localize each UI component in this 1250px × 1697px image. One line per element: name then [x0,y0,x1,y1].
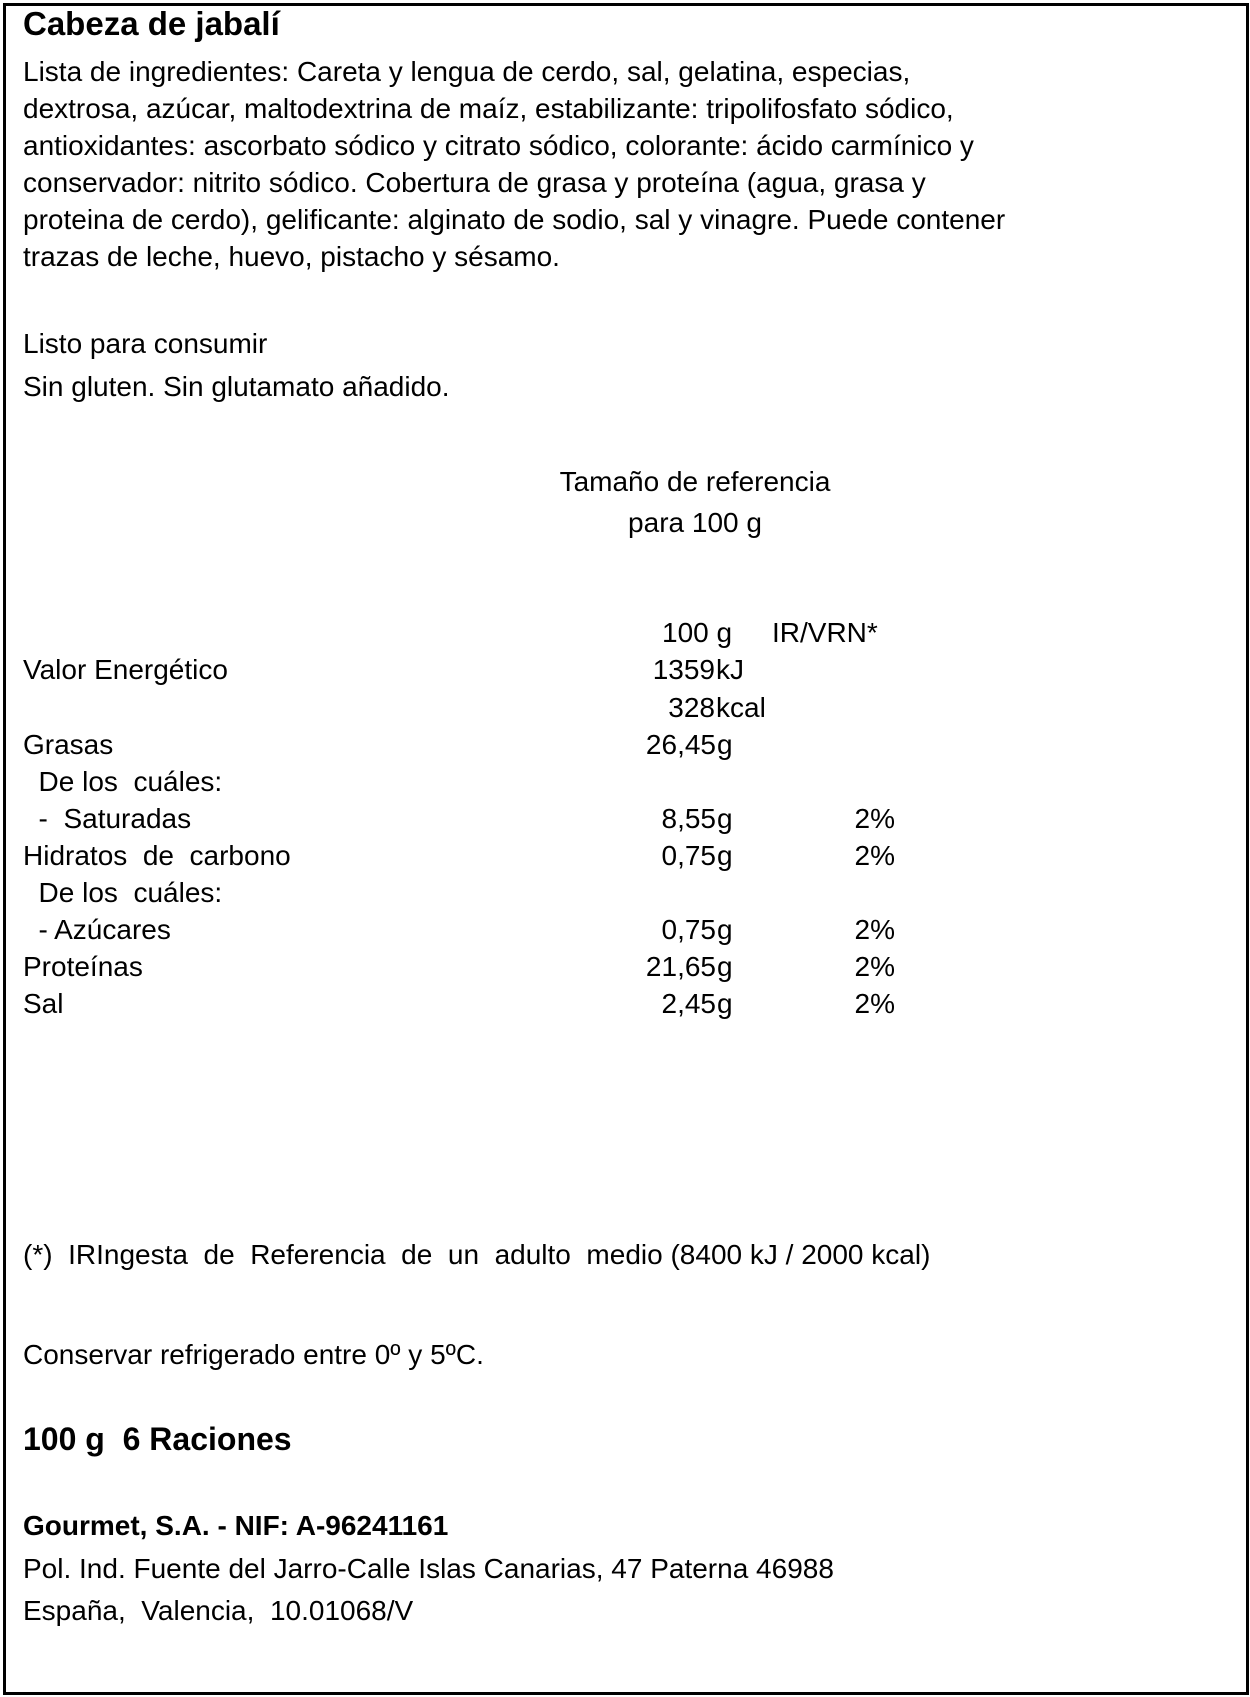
ingredients-list [23,53,1223,275]
company-name: Gourmet, S.A. - NIF: A-96241161 [23,1510,449,1541]
ingredients-line: antioxidantes: ascorbato sódico y citrato sódico, colorante: ácido carmínico y [23,130,974,161]
nutrient-ir-carbs: 2% [854,840,895,871]
energy-kj-value: 1359 [652,654,715,685]
nutrient-value-fat: 26,45 [645,729,716,760]
reference-amount: para 100 g [628,507,762,538]
nutrient-unit-protein: g [717,951,733,982]
ingredients-line: dextrosa, azúcar, maltodextrina de maíz, estabilizante: tripolifosfato sódico, [23,93,954,124]
nutrient-ir-protein: 2% [854,951,895,982]
nutrient-unit-carbs: g [717,840,733,871]
storage-instructions: Conservar refrigerado entre 0º y 5ºC. [23,1339,484,1370]
footnote: (*) IRIngesta de Referencia de un adulto medio (8400 kJ / 2000 kcal) [23,1239,931,1270]
nutrient-unit-fat: g [717,729,733,760]
nutrient-value-sugars: 0,75 [661,914,716,945]
nutrient-value-protein: 21,65 [645,951,716,982]
product-title: Cabeza de jabalí [23,5,280,42]
nutrient-ir-salt: 2% [854,988,895,1019]
nutrient-label-salt: Sal [23,988,64,1019]
nutrient-sublabel: De los cuáles: [23,766,223,797]
ingredients-line: conservador: nitrito sódico. Cobertura de grasa y proteína (agua, grasa y [23,167,926,198]
nutrient-sublabel: De los cuáles: [23,877,223,908]
company-address: Pol. Ind. Fuente del Jarro-Calle Islas Canarias, 47 Paterna 46988 [23,1553,834,1584]
nutrient-unit-salt: g [717,988,733,1019]
energy-label: Valor Energético [23,654,228,685]
gluten-note: Sin gluten. Sin glutamato añadido. [23,371,450,402]
energy-kj-unit: kJ [716,654,744,685]
energy-kcal-unit: kcal [716,692,766,723]
ready-to-eat: Listo para consumir [23,328,268,359]
nutrient-value-saturated: 8,55 [661,803,716,834]
nutrient-label-sugars: - Azúcares [23,914,171,945]
portions: 100 g 6 Raciones [23,1421,292,1457]
nutrient-label-protein: Proteínas [23,951,143,982]
reference-size: Tamaño de referencia [559,466,831,497]
nutrient-unit-saturated: g [717,803,733,834]
company-location: España, Valencia, 10.01068/V [23,1595,414,1626]
nutrient-label-saturated: - Saturadas [23,803,192,834]
ingredients-line: proteina de cerdo), gelificante: alginato de sodio, sal y vinagre. Puede contener [23,204,1006,235]
ingredients-line: Lista de ingredientes: Careta y lengua de cerdo, sal, gelatina, especias, [23,56,911,87]
energy-kcal-value: 328 [668,692,715,723]
nutrient-ir-sugars: 2% [854,914,895,945]
nutrient-label-carbs: Hidratos de carbono [23,840,291,871]
column-header-ir: IR/VRN* [772,617,878,648]
nutrient-value-carbs: 0,75 [661,840,716,871]
nutrient-value-salt: 2,45 [661,988,716,1019]
nutrient-unit-sugars: g [717,914,733,945]
nutrient-ir-saturated: 2% [854,803,895,834]
nutrient-label-fat: Grasas [23,729,114,760]
column-header-100g: 100 g [662,617,733,648]
ingredients-line: trazas de leche, huevo, pistacho y sésamo. [23,241,560,272]
